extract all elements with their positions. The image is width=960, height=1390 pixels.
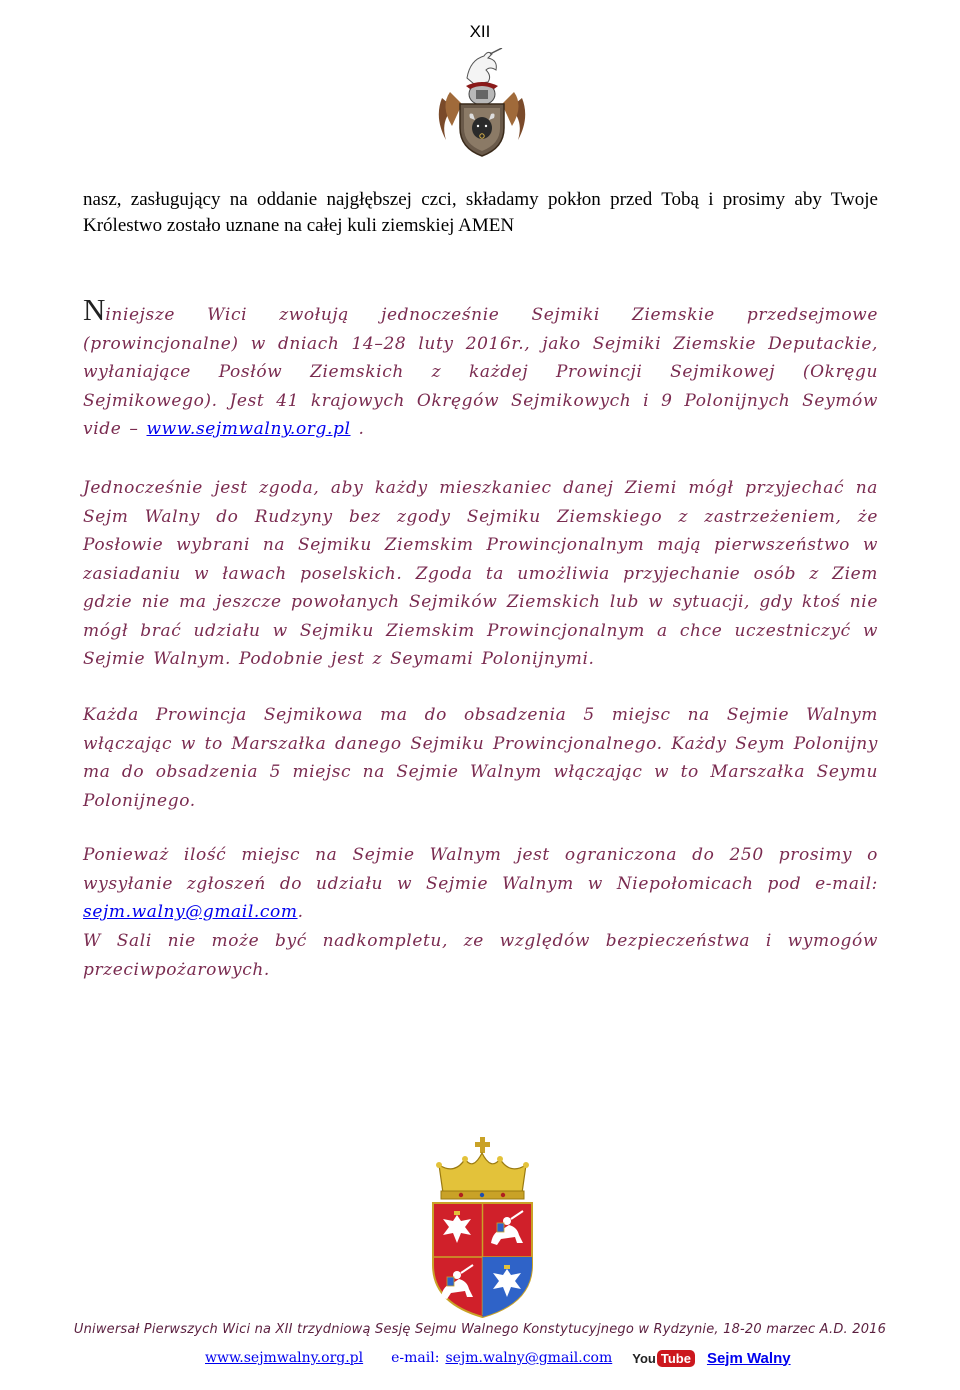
youtube-logo-icon[interactable] [632, 1350, 695, 1367]
intro-text: nasz, zasługujący na oddanie najgłębszej czci, składamy pokłon przed Tobą i prosimy aby Twoje Królestwo zostało uznane na całej kuli ziemskiej AMEN [83, 189, 878, 236]
footer-email-link[interactable]: sejm.walny@gmail.com [445, 1350, 613, 1366]
paragraph-seats: Każda Prowincja Sejmikowa ma do obsadzenia 5 miejsc na Sejmie Walnym włączając w to Marszałka danego Sejmiku Prowincjonalnego. Każdy Seym Polonijny ma do obsadzenia 5 miejsc na Sejmie Walnym włączając w to Marszałka Seymu Polonijnego. [83, 705, 878, 811]
paragraph-consent: Jednocześnie jest zgoda, aby każdy mieszkaniec danej Ziemi mógł przyjechać na Sejm Walny do Rudzyny bez zgody Sejmiku Ziemskiego z zastrzeżeniem, że Posłowie wybrani na Sejmiku Ziemskim Prowincjonalnym mają pierwszeństwo w zasiadaniu w ławach poselskich. Zgoda ta umożliwia przyjechanie osób z Ziem gdzie nie ma jeszcze powołanych Sejmików Ziemskich lub w sytuacji, gdy ktoś nie mógł brać udziału w Sejmiku Ziemskim Prowincjonalnym a chce uczestniczyć w Sejmie Walnym. Podobnie jest z Seymami Polonijnymi. [83, 478, 878, 669]
paragraph-sejmiki-text: iniejsze Wici zwołują jednocześnie Sejmiki Ziemskie przedsejmowe (prowincjonalne) w dniach 14–28 luty 2016r., jako Sejmiki Ziemskie Deputackie, wyłaniające Posłów Ziemskich z każdej Prowincji Sejmikowej (Okręgu Sejmikowego). Jest 41 krajowych Okręgów Sejmikowych i 9 Polonijnych Seymów vide – [83, 305, 878, 439]
youtube-tube-text: Tube [657, 1350, 695, 1367]
sejm-walny-link[interactable]: Sejm Walny [706, 1349, 791, 1367]
paragraph-registration [83, 841, 878, 927]
commonwealth-coat-of-arms-icon [425, 1135, 540, 1320]
coat-of-arms-crest-icon [432, 48, 532, 160]
footer-links [205, 1345, 791, 1371]
email-link[interactable]: sejm.walny@gmail.com [83, 902, 298, 922]
youtube-you-text: You [632, 1350, 656, 1366]
paragraph-sejmiki [83, 292, 878, 444]
website-link[interactable]: www.sejmwalny.org.pl [146, 419, 351, 439]
paragraph-sejmiki-end: . [350, 419, 365, 439]
paragraph-registration-end: . [297, 902, 304, 922]
footer-title: Uniwersał Pierwszych Wici na XII trzydniową Sesję Sejmu Walnego Konstytucyjnego w Rydzynie, 18-20 marzec A.D. 2016 [73, 1322, 887, 1337]
paragraph-registration-text: Ponieważ ilość miejsc na Sejmie Walnym jest ograniczona do 250 prosimy o wysyłanie zgłoszeń do udziału w Sejmie Walnym w Niepołomicach pod e-mail: [83, 845, 878, 894]
drop-cap-letter: N [83, 292, 106, 327]
footer-email-label: e-mail: [391, 1350, 440, 1366]
footer-website-link[interactable]: www.sejmwalny.org.pl [205, 1350, 364, 1366]
page-number: XII [469, 22, 491, 41]
paragraph-safety: W Sali nie może być nadkompletu, ze względów bezpieczeństwa i wymogów przeciwpożarowych. [83, 931, 878, 980]
